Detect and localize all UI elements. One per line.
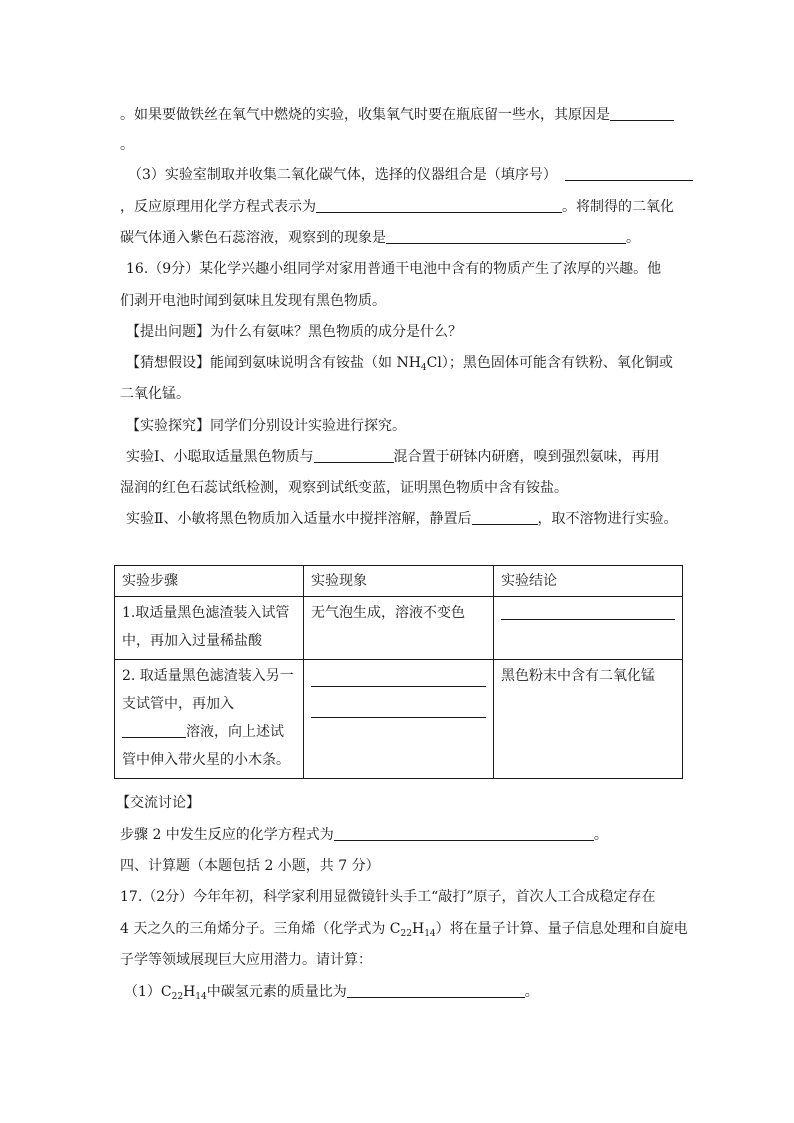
equation-line: ，反应原理用化学方程式表示为 。将制得的二氧化 [120,199,674,215]
question-3-line: （3）实验室制取并收集二氧化碳气体，选择的仪器组合是（填序号） [128,166,693,184]
experiment-explore-line: 【实验探究】同学们分别设计实验进行探究。 [126,418,406,434]
experiment-table [114,565,683,779]
table-cell-step: 2. 取适量黑色滤渣装入另一支试管中，再加入溶液，向上述试管中伸入带火星的小木条。 [115,660,304,779]
table-header: 实验步骤 [115,566,304,597]
answer-blank[interactable] [386,229,626,244]
experiment-1-line: 实验Ⅰ、小聪取适量黑色物质与 混合置于研钵内研磨，嗅到强烈氨味，再用 [126,449,660,465]
table-cell-conclusion [494,597,683,660]
table-header: 实验现象 [304,566,494,597]
text-line-period: 。 [120,137,134,153]
question-16-line: 16.（9分）某化学兴趣小组同学对家用普通干电池中含有的物质产生了浓厚的兴趣。他 [126,261,662,277]
question-17-line-2: 4 天之久的三角烯分子。三角烯（化学式为 $C_{22}H_{14}$）将在量子计算、量子信息处理和自旋电 [120,921,688,939]
experiment-2-line: 实验Ⅱ、小敏将黑色物质加入适量水中搅拌溶解，静置后 ，取不溶物进行实验。 [126,511,678,527]
answer-blank[interactable] [122,723,186,738]
table-cell-step: 1.取适量黑色滤渣装入试管中，再加入过量稀盐酸 [115,597,304,660]
table-cell-phenomenon [304,660,494,779]
question-17-part-1: $(1)C_{22}H_{14}$中碳氢元素的质量比为 。 [124,984,539,1002]
answer-blank[interactable] [610,106,674,121]
discussion-equation-line: 步骤 2 中发生反应的化学方程式为 。 [120,827,608,843]
answer-blank[interactable] [316,198,562,213]
table-row [115,660,683,779]
table-cell-phenomenon: 无气泡生成，溶液不变色 [304,597,494,660]
text-line-oxygen-water: 。如果要做铁丝在氧气中燃烧的实验，收集氧气时要在瓶底留一些水，其原因是 [120,106,674,124]
answer-blank[interactable] [314,448,394,463]
answer-blank[interactable] [334,826,594,841]
hypothesis-line-2: 二氧化锰。 [120,386,190,402]
answer-blank[interactable] [501,599,675,620]
section-4-heading: 四、计算题（本题包括 2 小题，共 7 分） [120,858,380,874]
question-17-line-3: 子学等领域展现巨大应用潜力。请计算： [120,952,372,968]
answer-blank[interactable] [472,510,538,525]
table-row [115,597,683,660]
raise-question-line: 【提出问题】为什么有氨味？黑色物质的成分是什么？ [126,324,462,340]
hypothesis-line: 【猜想假设】能闻到氨味说明含有铵盐（如 $NH_4Cl$）；黑色固体可能含有铁粉、氧化铜或 [126,355,673,373]
answer-blank[interactable] [347,983,525,998]
question-17-line: 17.（2分）今年年初，科学家利用显微镜针头手工“敲打”原子，首次人工合成稳定存在 [120,889,656,905]
question-16-line-2: 们剥开电池时闻到氨味且发现有黑色物质。 [120,293,386,309]
experiment-1-line-2: 湿润的红色石蕊试纸检测，观察到试纸变蓝，证明黑色物质中含有铵盐。 [120,480,568,496]
table-header: 实验结论 [494,566,683,597]
answer-blank[interactable] [311,697,486,718]
table-cell-conclusion: 黑色粉末中含有二氧化锰 [494,660,683,779]
discussion-heading: 【交流讨论】 [116,795,200,811]
table-header-row [115,566,683,597]
answer-blank[interactable] [311,666,486,687]
answer-blank[interactable] [565,166,693,181]
phenomenon-line: 碳气体通入紫色石蕊溶液，观察到的现象是 。 [120,230,640,246]
